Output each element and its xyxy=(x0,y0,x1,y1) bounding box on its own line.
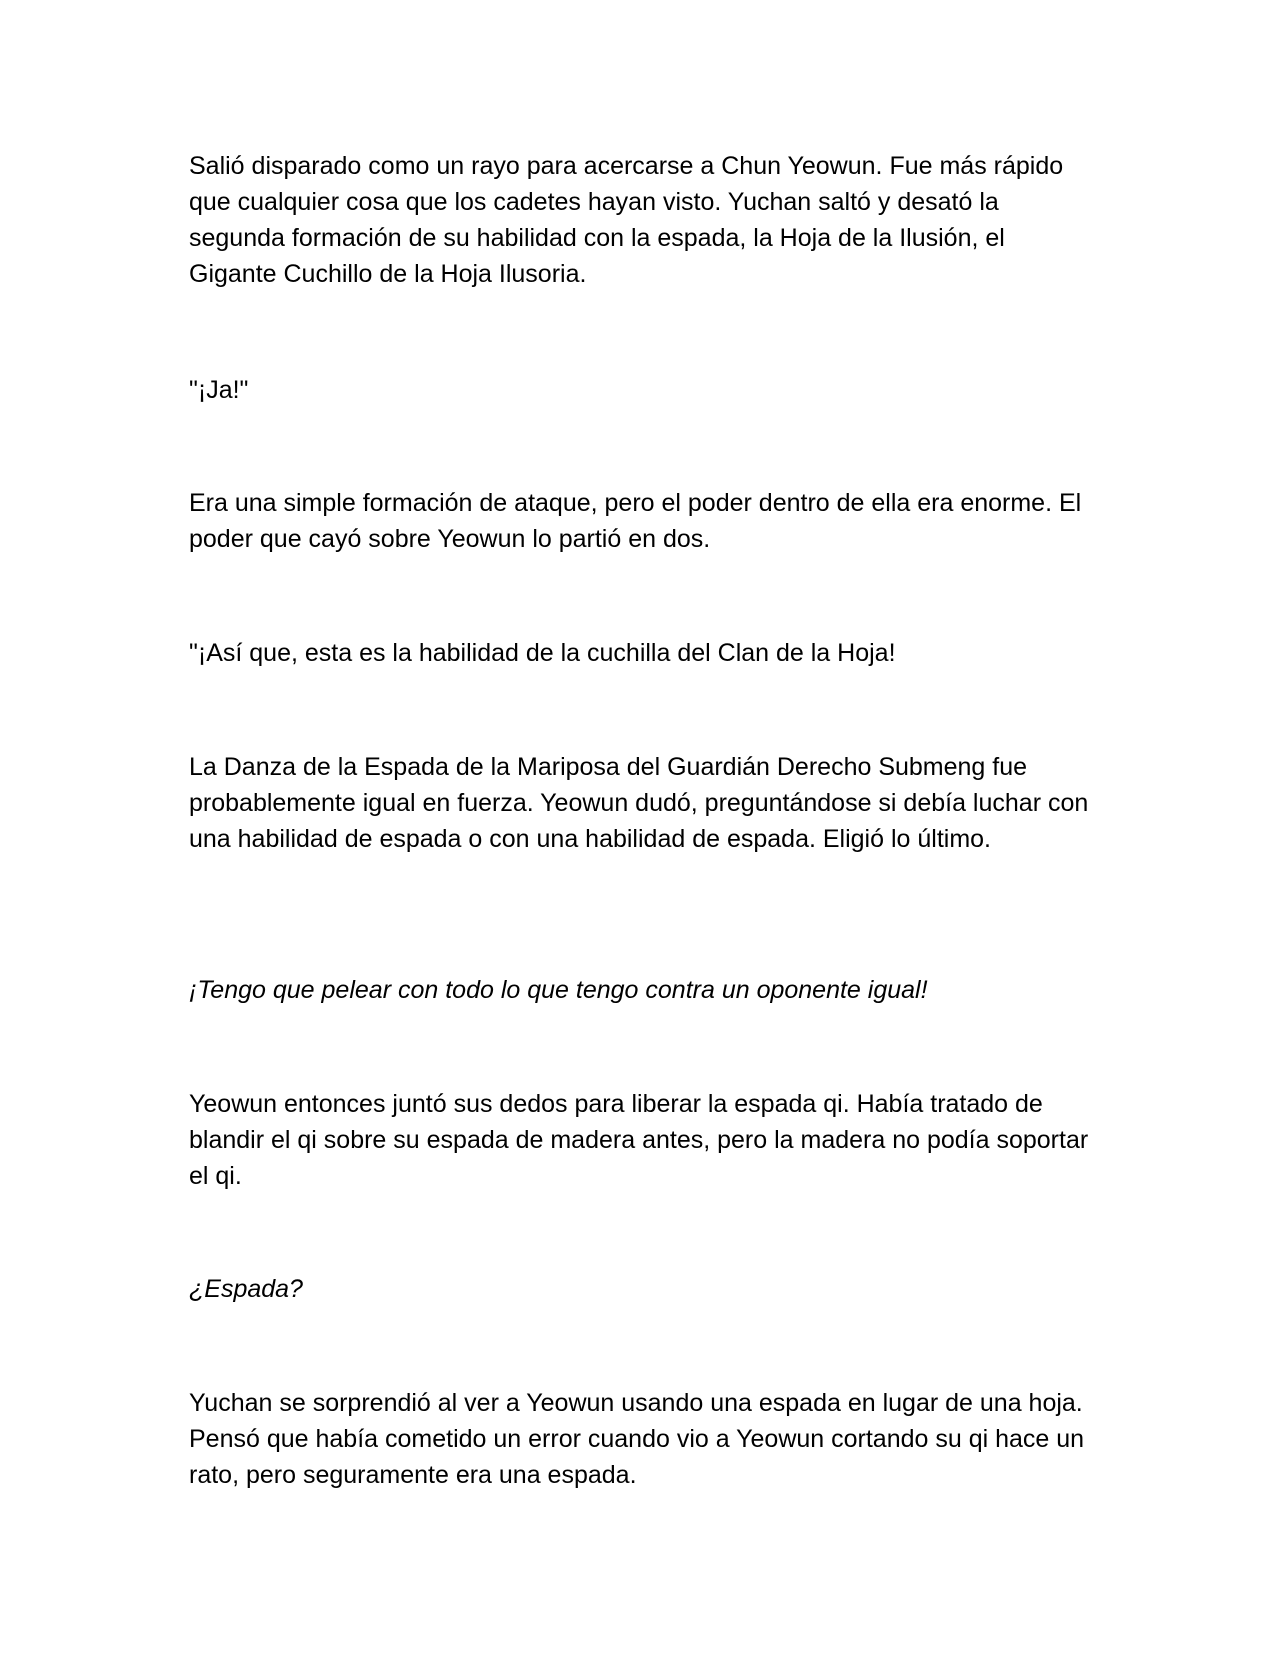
paragraph-2-dialogue: "¡Ja!" xyxy=(189,376,249,404)
paragraph-8-thought: ¿Espada? xyxy=(189,1275,303,1303)
paragraph-6-thought: ¡Tengo que pelear con todo lo que tengo contra un oponente igual! xyxy=(189,976,928,1004)
paragraph-1: Salió disparado como un rayo para acercarse a Chun Yeowun. Fue más rápido que cualquier cosa que los cadetes hayan visto. Yuchan saltó y desató la segunda formación de su habilidad con la espada, la Hoja de la Ilusión, el Gigante Cuchillo de la Hoja Ilusoria. xyxy=(189,152,1064,288)
paragraph-5: La Danza de la Espada de la Mariposa del Guardián Derecho Submeng fue probablemente igual en fuerza. Yeowun dudó, preguntándose si debía luchar con una habilidad de espada o con una habilidad de espada. Eligió lo último. xyxy=(189,753,1089,853)
paragraph-3: Era una simple formación de ataque, pero el poder dentro de ella era enorme. El poder que cayó sobre Yeowun lo partió en dos. xyxy=(189,489,1082,553)
paragraph-7: Yeowun entonces juntó sus dedos para liberar la espada qi. Había tratado de blandir el qi sobre su espada de madera antes, pero la madera no podía soportar el qi. xyxy=(189,1090,1089,1190)
paragraph-4-dialogue: "¡Así que, esta es la habilidad de la cuchilla del Clan de la Hoja! xyxy=(189,639,896,667)
paragraph-9: Yuchan se sorprendió al ver a Yeowun usando una espada en lugar de una hoja. Pensó que había cometido un error cuando vio a Yeowun cortando su qi hace un rato, pero seguramente era una espada. xyxy=(189,1389,1085,1489)
